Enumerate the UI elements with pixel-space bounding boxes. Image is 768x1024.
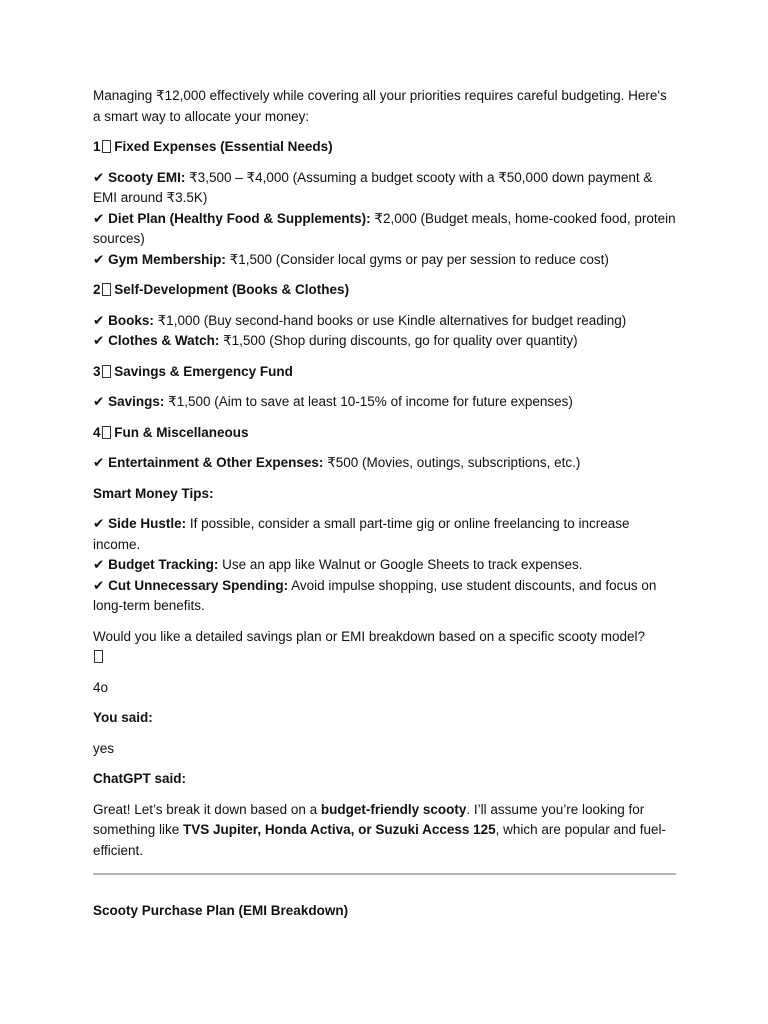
item-text: If possible, consider a small part-time gig or online freelancing to increase income.: [93, 516, 630, 552]
section-heading-2: [93, 280, 676, 301]
check-icon: ✔: [93, 210, 105, 226]
question-text: Would you like a detailed savings plan or EMI breakdown based on a specific scooty model?: [93, 628, 646, 644]
list-item: [93, 209, 676, 250]
keycap-glyph-icon: [102, 365, 111, 378]
chatgpt-said-label: ChatGPT said:: [93, 771, 187, 786]
check-icon: ✔: [93, 557, 105, 572]
check-icon: ✔: [93, 577, 105, 593]
item-text: ₹3,500 – ₹4,000 (Assuming a budget scooty with a ₹50,000 down payment & EMI around ₹3.5K): [93, 169, 653, 205]
item-text: Use an app like Walnut or Google Sheets to track expenses.: [218, 557, 583, 572]
check-icon: ✔: [93, 169, 105, 185]
assistant-reply: [93, 800, 676, 862]
user-message: yes: [93, 740, 115, 756]
list-item: [93, 311, 676, 332]
section-items-2: [93, 311, 676, 352]
check-icon: ✔: [93, 516, 105, 531]
list-item: [93, 168, 676, 209]
check-icon: ✔: [93, 312, 105, 328]
section-items-3: [93, 392, 676, 413]
reply-text: Great! Let’s break it down based on a: [93, 801, 321, 817]
section-title: Self-Development (Books & Clothes): [114, 282, 350, 297]
section-number: 3: [93, 363, 101, 379]
item-label: Side Hustle:: [108, 516, 187, 531]
section-number: 1: [93, 139, 101, 154]
item-label: Entertainment & Other Expenses:: [108, 455, 324, 470]
model-tag: 4o: [93, 679, 109, 695]
you-said-label: You said:: [93, 710, 153, 725]
section-items-4: [93, 453, 676, 474]
emoji-glyph-icon: [94, 650, 103, 663]
reply-text: , which are popular and fuel-efficient.: [93, 822, 667, 858]
item-label: Cut Unnecessary Spending:: [108, 577, 289, 593]
horizontal-divider: [93, 873, 676, 875]
section-heading-1: [93, 137, 676, 158]
check-icon: ✔: [93, 333, 105, 348]
item-text: ₹1,500 (Shop during discounts, go for quality over quantity): [219, 333, 578, 348]
tips-items: [93, 514, 676, 617]
item-text: ₹1,500 (Consider local gyms or pay per session to reduce cost): [225, 251, 609, 267]
reply-emphasis: budget-friendly scooty: [320, 801, 467, 817]
list-item: [93, 555, 676, 576]
item-label: Budget Tracking:: [108, 557, 219, 572]
item-text: ₹1,500 (Aim to save at least 10-15% of income for future expenses): [164, 394, 573, 409]
list-item: [93, 453, 676, 474]
section-number: 4: [93, 424, 101, 440]
item-text: ₹1,000 (Buy second-hand books or use Kindle alternatives for budget reading): [153, 312, 627, 328]
item-text: ₹500 (Movies, outings, subscriptions, etc.): [323, 455, 581, 470]
section-heading-4: [93, 423, 676, 444]
document-content: [93, 86, 676, 932]
section-title: Savings & Emergency Fund: [114, 363, 293, 379]
check-icon: ✔: [93, 455, 105, 470]
item-label: Gym Membership:: [108, 251, 226, 267]
section-items-1: [93, 168, 676, 271]
item-label: Books:: [108, 312, 154, 328]
keycap-glyph-icon: [102, 283, 111, 296]
keycap-glyph-icon: [102, 426, 111, 439]
list-item: [93, 514, 676, 555]
reply-emphasis: TVS Jupiter, Honda Activa, or Suzuki Access 125: [183, 822, 496, 837]
item-label: Clothes & Watch:: [108, 333, 220, 348]
section-heading-3: [93, 362, 676, 383]
list-item: [93, 392, 676, 413]
keycap-glyph-icon: [102, 140, 111, 153]
section-title: Fun & Miscellaneous: [114, 424, 249, 440]
item-text: Avoid impulse shopping, use student discounts, and focus on long-term benefits.: [93, 577, 657, 613]
check-icon: ✔: [93, 251, 105, 267]
section-title: Fixed Expenses (Essential Needs): [114, 139, 333, 154]
item-text: ₹2,000 (Budget meals, home-cooked food, protein sources): [93, 210, 676, 246]
intro-paragraph: Managing ₹12,000 effectively while covering all your priorities requires careful budgeting. Here's a smart way to allocate your money:: [93, 88, 667, 124]
check-icon: ✔: [93, 394, 105, 409]
list-item: [93, 250, 676, 271]
list-item: [93, 576, 676, 617]
item-label: Diet Plan (Healthy Food & Supplements):: [108, 210, 371, 226]
follow-up-question: [93, 627, 676, 668]
item-label: Savings:: [108, 394, 165, 409]
list-item: [93, 331, 676, 352]
section-number: 2: [93, 282, 101, 297]
item-label: Scooty EMI:: [108, 169, 186, 185]
tips-heading: Smart Money Tips:: [93, 485, 214, 501]
reply-text: . I’ll assume you’re looking for something like: [93, 801, 645, 837]
next-section-heading: Scooty Purchase Plan (EMI Breakdown): [93, 903, 349, 918]
